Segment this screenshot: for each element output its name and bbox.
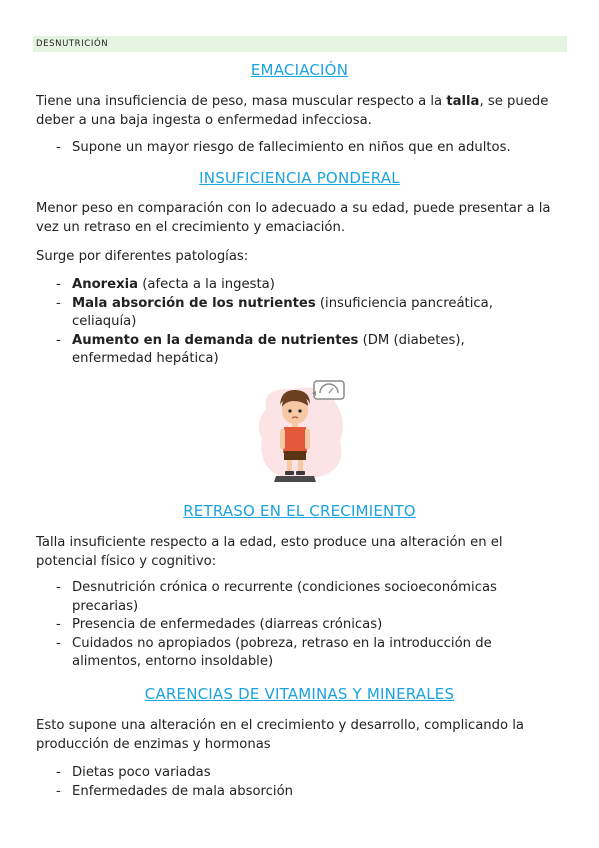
- list-item: - Dietas poco variadas: [36, 764, 536, 783]
- list-item: - Cuidados no apropiados (pobreza, retraso en la introducción de alimentos, entorno insoldable): [36, 635, 536, 672]
- section-title-carencias: CARENCIAS DE VITAMINAS Y MINERALES: [144, 685, 455, 703]
- insuficiencia-intro: Surge por diferentes patologías:: [36, 249, 249, 264]
- list-item: - Mala absorción de los nutrientes (insuficiencia pancreática, celiaquía): [36, 295, 536, 332]
- list-item: - Aumento en la demanda de nutrientes (DM (diabetes), enfermedad hepática): [36, 332, 536, 369]
- list-item: - Supone un mayor riesgo de fallecimiento en niños que en adultos.: [36, 139, 536, 158]
- retraso-paragraph: Talla insuficiente respecto a la edad, esto produce una alteración en el potencial físico y cognitivo:: [36, 535, 503, 569]
- child-on-scale-illustration: [252, 379, 348, 485]
- insuficiencia-paragraph: Menor peso en comparación con lo adecuado a su edad, puede presentar a la vez un retraso en el crecimiento y emaciación.: [36, 201, 551, 235]
- section-title-retraso: RETRASO EN EL CRECIMIENTO: [183, 502, 416, 520]
- list-item: - Anorexia (afecta a la ingesta): [36, 276, 536, 295]
- retraso-list: [36, 579, 536, 672]
- insuficiencia-list: [36, 276, 536, 369]
- document-header: DESNUTRICIÓN: [33, 36, 567, 52]
- emaciacion-list: [36, 139, 536, 158]
- carencias-paragraph: Esto supone una alteración en el crecimiento y desarrollo, complicando la producción de enzimas y hormonas: [36, 718, 525, 752]
- carencias-list: [36, 764, 536, 801]
- section-title-emaciacion: EMACIACIÓN: [250, 61, 349, 79]
- list-item: - Desnutrición crónica o recurrente (condiciones socioeconómicas precarias): [36, 579, 536, 616]
- list-item: - Presencia de enfermedades (diarreas crónicas): [36, 616, 536, 635]
- emaciacion-paragraph: Tiene una insuficiencia de peso, masa muscular respecto a la talla, se puede deber a una baja ingesta o enfermedad infecciosa.: [36, 94, 549, 128]
- list-item: - Enfermedades de mala absorción: [36, 783, 536, 802]
- section-title-insuficiencia: INSUFICIENCIA PONDERAL: [199, 169, 400, 187]
